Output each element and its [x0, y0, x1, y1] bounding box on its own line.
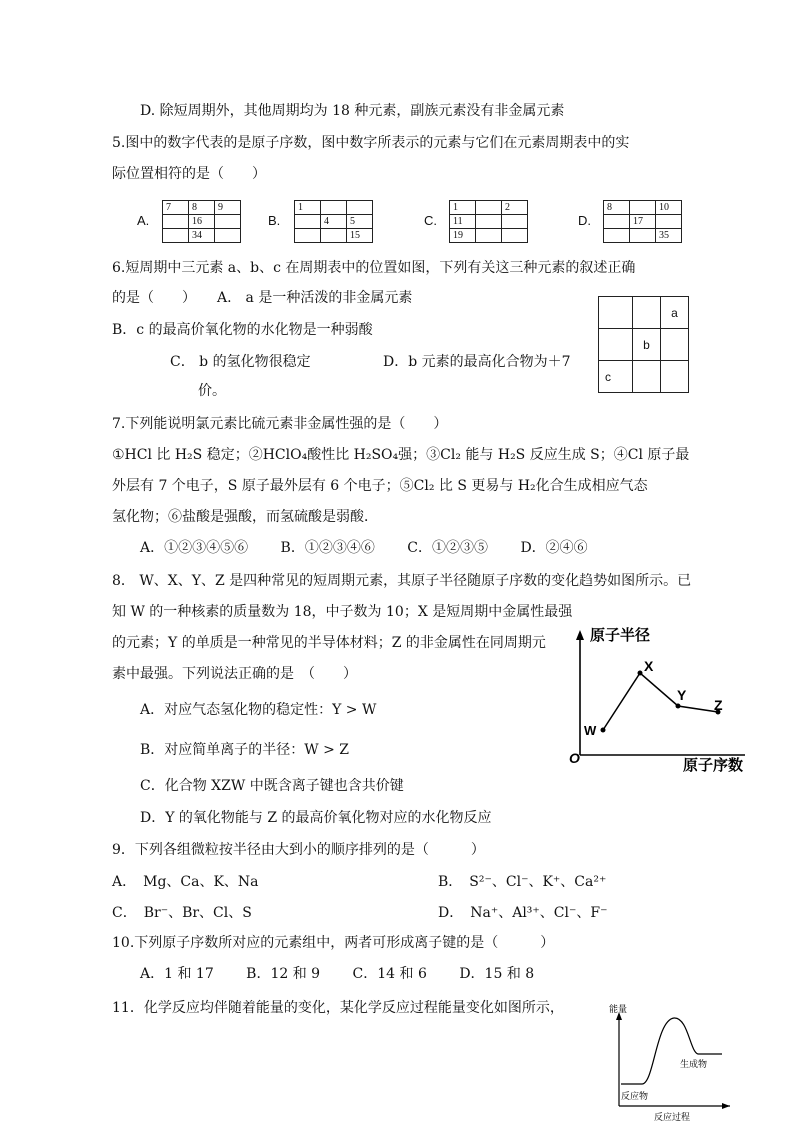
origin-label: O	[569, 750, 580, 766]
q11-energy-chart	[604, 1000, 734, 1123]
q10-stem: 10.下列原子序数所对应的元素组中，两者可形成离子键的是（ ）	[112, 935, 555, 951]
cell: 19	[450, 229, 476, 243]
label-w: W	[584, 723, 597, 738]
q8-line1: 8． W、X、Y、Z 是四种常见的短周期元素，其原子半径随原子序数的变化趋势如图所示。已	[112, 573, 692, 589]
cell	[476, 215, 502, 229]
x-label: 反应过程	[654, 1112, 691, 1122]
cell	[321, 201, 347, 215]
cell: 9	[215, 201, 241, 215]
cell	[163, 229, 189, 243]
q5-stem-line1: 5.图中的数字代表的是原子序数，图中数字所表示的元素与它们在元素周期表中的实	[112, 135, 630, 151]
q8-line3: 的元素；Y 的单质是一种常见的半导体材料；Z 的非金属性在同周期元	[112, 635, 546, 651]
cell: 11	[450, 215, 476, 229]
cell-b: b	[633, 329, 661, 361]
cell: 10	[656, 201, 682, 215]
q8-option-a: A．对应气态氢化物的稳定性：Y > W	[140, 702, 377, 718]
cell	[630, 229, 656, 243]
cell	[215, 229, 241, 243]
cell	[476, 229, 502, 243]
cell	[476, 201, 502, 215]
q5-grid-c	[449, 200, 528, 243]
q5-grid-a	[162, 200, 241, 243]
q9-option-c: C． Br⁻、Br、Cl、S	[112, 905, 252, 921]
q9-stem: 9．下列各组微粒按半径由大到小的顺序排列的是（ ）	[112, 842, 485, 858]
q9-option-b: B． S²⁻、Cl⁻、K⁺、Ca²⁺	[438, 874, 607, 890]
label-x: X	[644, 658, 654, 674]
energy-curve	[621, 1018, 722, 1084]
q8-line2: 知 W 的一种核素的质量数为 18，中子数为 10；X 是短周期中金属性最强	[112, 604, 573, 620]
y-arrow	[576, 630, 584, 640]
point-w	[601, 728, 606, 733]
cell	[295, 215, 321, 229]
q5-label-a: A.	[137, 213, 150, 228]
cell: 8	[189, 201, 215, 215]
q6-option-d-line1: D．b 元素的最高化合物为＋7	[383, 354, 571, 370]
q6-stem-line2: 的是（ ） A. a 是一种活泼的非金属元素	[112, 290, 413, 306]
cell: 34	[189, 229, 215, 243]
cell: 7	[163, 201, 189, 215]
q8-radius-chart	[560, 620, 760, 778]
y-label: 能量	[609, 1004, 628, 1014]
q6-periodic-grid	[598, 296, 689, 393]
cell-a: a	[661, 297, 689, 329]
cell	[295, 229, 321, 243]
cell: 17	[630, 215, 656, 229]
cell	[502, 215, 528, 229]
point-x	[638, 671, 643, 676]
q5-label-d: D.	[578, 213, 591, 228]
q8-option-b: B．对应简单离子的半径：W > Z	[140, 742, 350, 758]
q9-option-a: A． Mg、Ca、K、Na	[112, 874, 259, 890]
cell	[599, 329, 633, 361]
cell	[502, 229, 528, 243]
cell: 35	[656, 229, 682, 243]
q5-grid-b	[294, 200, 373, 243]
q4-option-d: D. 除短周期外，其他周期均为 18 种元素，副族元素没有非金属元素	[140, 103, 565, 119]
cell	[215, 215, 241, 229]
q5-stem-line2: 际位置相符的是（ ）	[112, 166, 266, 182]
label-y: Y	[677, 687, 687, 703]
cell: 1	[295, 201, 321, 215]
q8-option-c: C．化合物 XZW 中既含离子键也含共价键	[140, 778, 404, 794]
q7-line3: 氢化物；⑥盐酸是强酸，而氢硫酸是弱酸．	[112, 509, 378, 525]
cell	[630, 201, 656, 215]
q11-stem: 11．化学反应均伴随着能量的变化，某化学反应过程能量变化如图所示，	[112, 1000, 564, 1016]
cell: 15	[347, 229, 373, 243]
q5-grid-d	[603, 200, 682, 243]
y-label: 原子半径	[590, 627, 651, 644]
product-label: 生成物	[680, 1059, 708, 1069]
cell: 2	[502, 201, 528, 215]
q9-option-d: D． Na⁺、Al³⁺、Cl⁻、F⁻	[438, 905, 608, 921]
x-arrow	[722, 1103, 730, 1109]
cell	[633, 297, 661, 329]
reactant-label: 反应物	[621, 1091, 649, 1101]
cell: 1	[450, 201, 476, 215]
label-z: Z	[714, 697, 723, 713]
cell-c: c	[599, 361, 633, 393]
cell	[347, 201, 373, 215]
q5-label-b: B.	[268, 213, 281, 228]
cell: 8	[604, 201, 630, 215]
cell	[599, 297, 633, 329]
q7-line1: ①HCl 比 H₂S 稳定；②HClO₄酸性比 H₂SO₄强；③Cl₂ 能与 H₂S 反应生成 S；④Cl 原子最	[112, 447, 690, 463]
cell	[604, 229, 630, 243]
cell	[163, 215, 189, 229]
cell	[661, 329, 689, 361]
point-y	[676, 704, 681, 709]
q8-line4: 素中最强。下列说法正确的是 （ ）	[112, 666, 357, 682]
cell	[321, 229, 347, 243]
cell	[656, 215, 682, 229]
q6-option-c: C． b 的氢化物很稳定	[170, 354, 311, 370]
cell	[661, 361, 689, 393]
q5-label-c: C.	[424, 213, 437, 228]
q6-stem-line1: 6.短周期中三元素 a、b、c 在周期表中的位置如图，下列有关这三种元素的叙述正确	[112, 260, 636, 276]
cell: 5	[347, 215, 373, 229]
cell: 4	[321, 215, 347, 229]
q10-options: A．1 和 17 B．12 和 9 C．14 和 6 D．15 和 8	[140, 966, 535, 982]
q8-option-d: D．Y 的氧化物能与 Z 的最高价氧化物对应的水化物反应	[140, 810, 492, 826]
q7-line2: 外层有 7 个电子，S 原子最外层有 6 个电子；⑤Cl₂ 比 S 更易与 H₂化合生成相应气态	[112, 478, 648, 494]
cell: 16	[189, 215, 215, 229]
q7-stem: 7.下列能说明氯元素比硫元素非金属性强的是（ ）	[112, 416, 448, 432]
trend-line	[603, 673, 718, 730]
cell	[633, 361, 661, 393]
q6-option-d-line2: 价。	[198, 383, 226, 399]
q6-option-b: B．c 的最高价氧化物的水化物是一种弱酸	[112, 322, 373, 338]
q7-options: A．①②③④⑤⑥ B．①②③④⑥ C．①②③⑤ D．②④⑥	[140, 540, 588, 556]
x-label: 原子序数	[683, 757, 744, 774]
cell	[604, 215, 630, 229]
